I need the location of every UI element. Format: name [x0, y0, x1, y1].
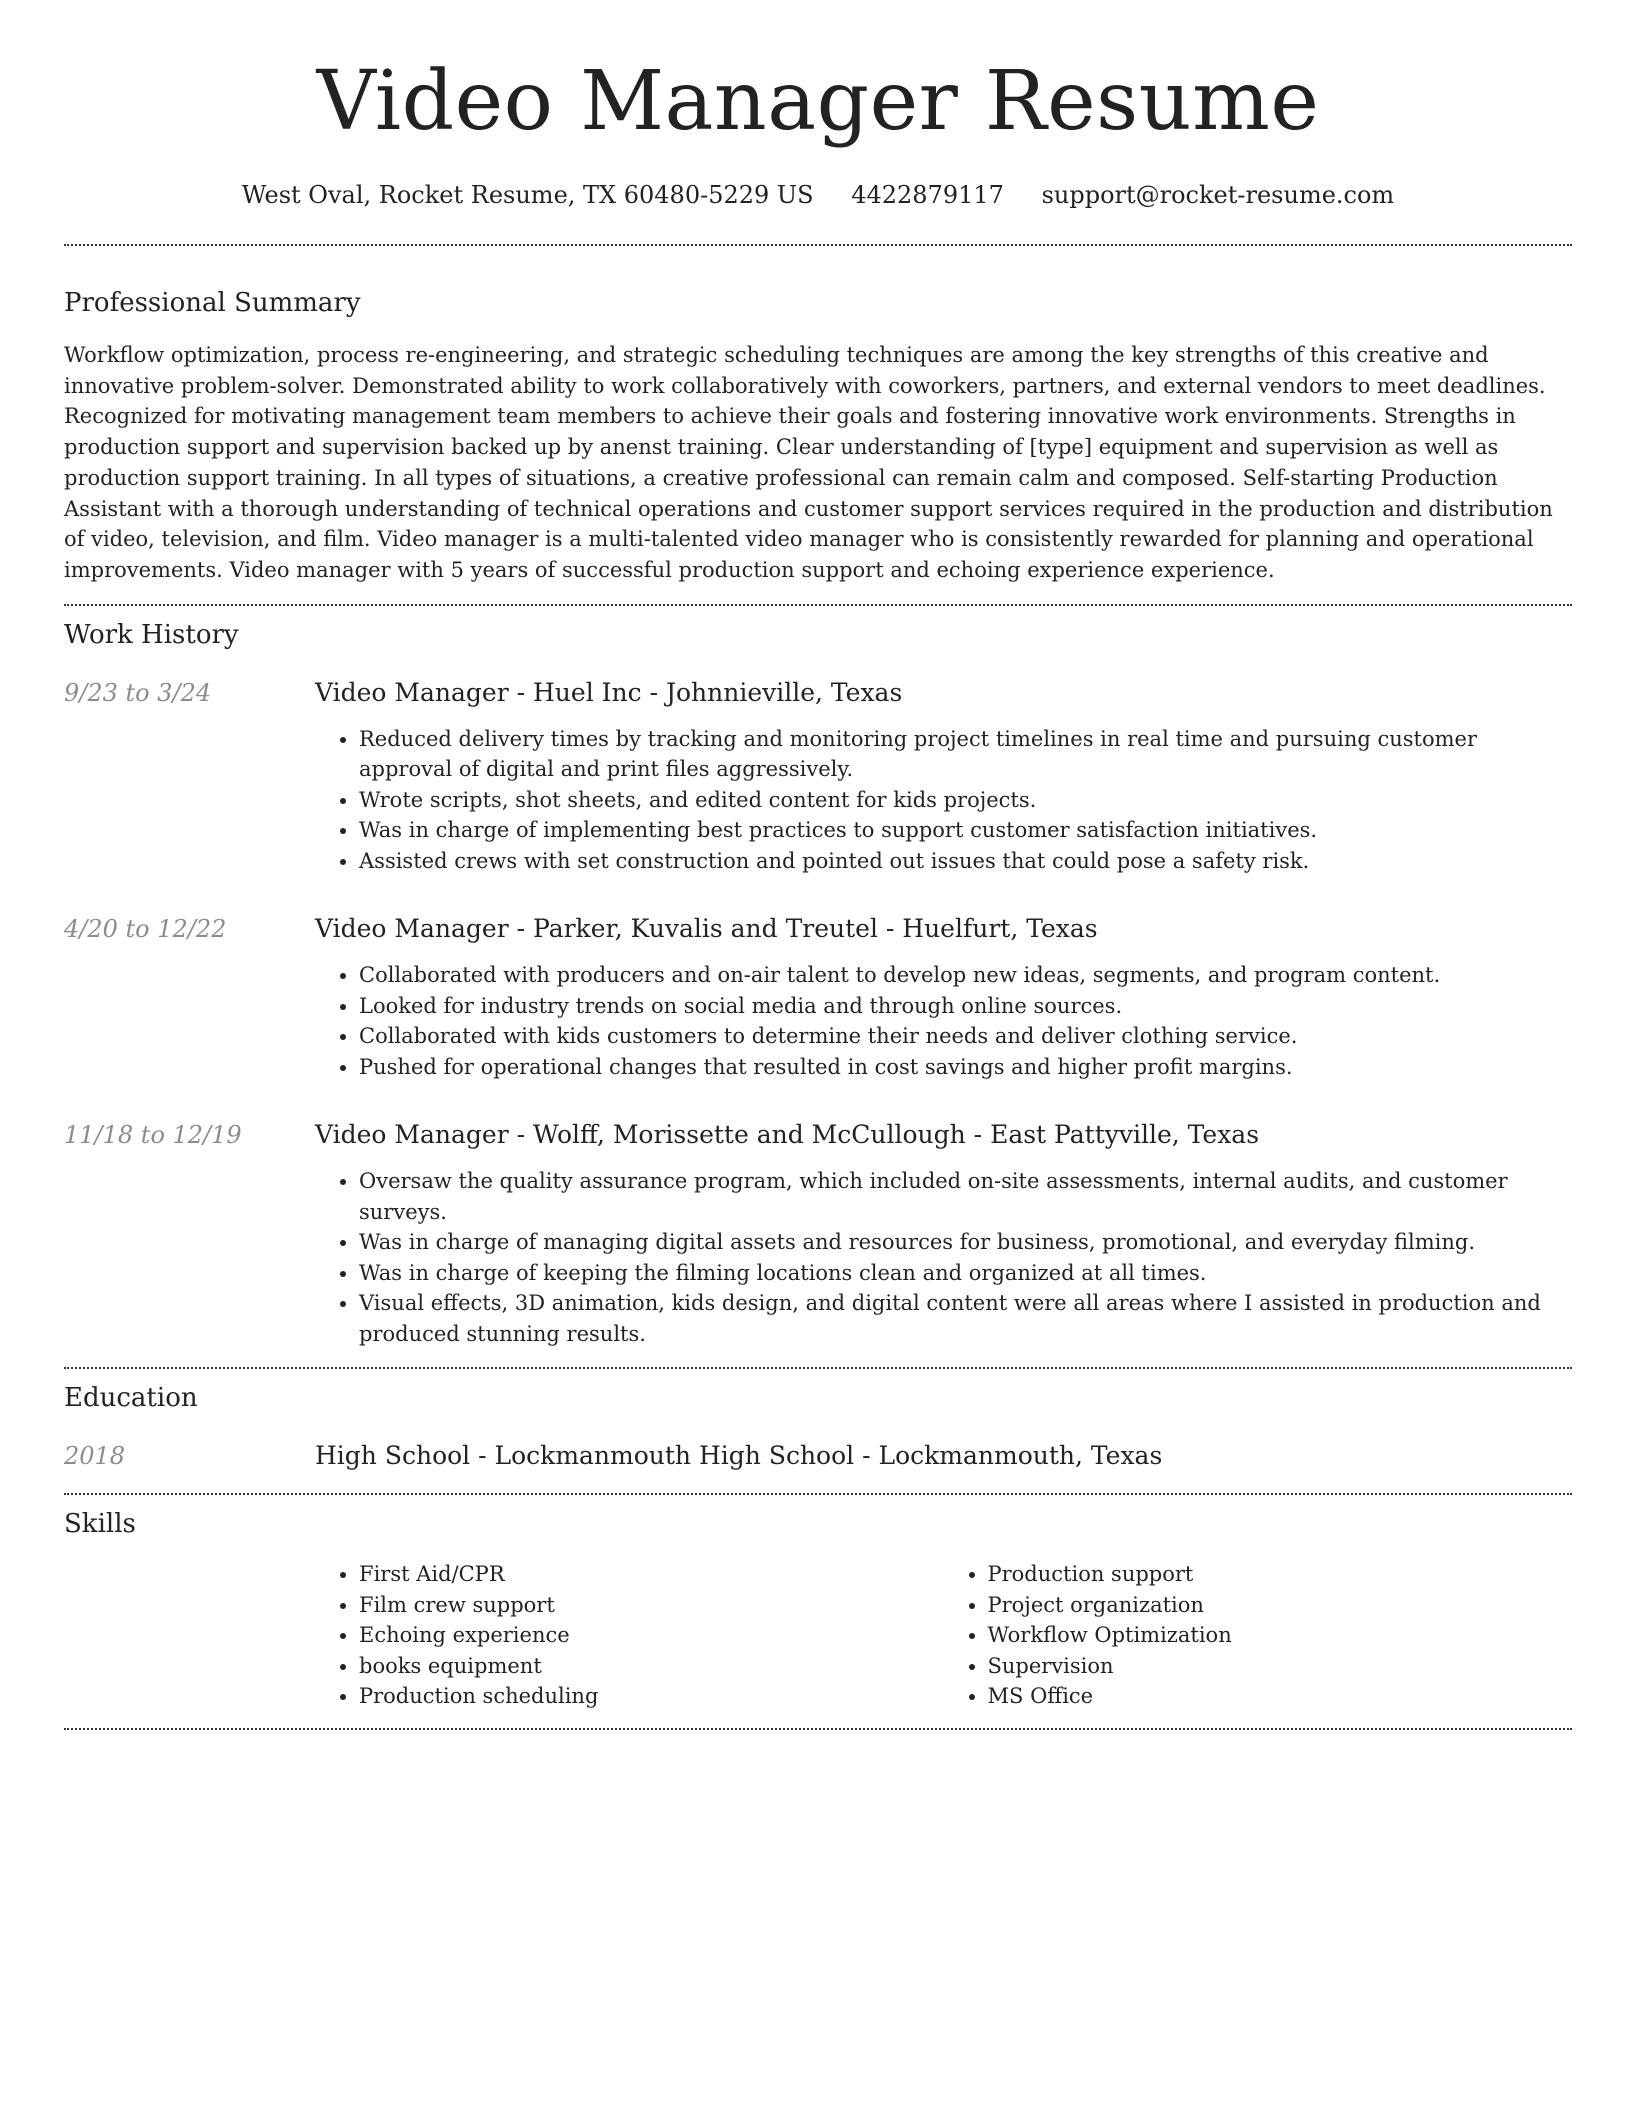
education-section: [64, 1381, 1572, 1473]
skill-item: • Production scheduling: [359, 1681, 944, 1712]
job-bullet: • Assisted crews with set construction and pointed out issues that could pose a safety risk.: [359, 846, 1572, 877]
job-bullet: • Oversaw the quality assurance program, which included on-site assessments, internal audits, and customer surveys.: [359, 1166, 1572, 1227]
divider: [64, 1367, 1572, 1369]
skill-item: • Workflow Optimization: [988, 1620, 1573, 1651]
job-entry: [64, 676, 1572, 877]
skill-item: • Production support: [988, 1559, 1573, 1590]
divider: [64, 1728, 1572, 1730]
job-entry: [64, 912, 1572, 1082]
skill-item: • Supervision: [988, 1651, 1573, 1682]
job-bullet: • Reduced delivery times by tracking and monitoring project timelines in real time and pursuing customer approval of digital and print files aggressively.: [359, 724, 1572, 785]
education-entry: [64, 1439, 1572, 1473]
skill-item: • Project organization: [988, 1590, 1573, 1621]
job-bullets: [315, 1166, 1572, 1349]
job-bullet: • Was in charge of implementing best practices to support customer satisfaction initiatives.: [359, 815, 1572, 846]
skill-item: • Film crew support: [359, 1590, 944, 1621]
divider: [64, 1493, 1572, 1495]
skill-item: • First Aid/CPR: [359, 1559, 944, 1590]
contact-phone: 4422879117: [851, 181, 1004, 209]
skill-item: • MS Office: [988, 1681, 1573, 1712]
job-date: 9/23 to 3/24: [64, 678, 212, 707]
skills-heading: Skills: [64, 1509, 136, 1540]
resume-page: [64, 0, 1572, 1730]
resume-title: Video Manager Resume: [316, 54, 1320, 149]
education-heading: Education: [64, 1383, 198, 1414]
summary-section: [64, 286, 1572, 586]
job-title: Video Manager - Parker, Kuvalis and Treutel - Huelfurt, Texas: [315, 914, 1098, 944]
education-date: 2018: [64, 1442, 126, 1471]
divider: [64, 244, 1572, 246]
skill-item: • books equipment: [359, 1651, 944, 1682]
contact-email: support@rocket-resume.com: [1041, 181, 1395, 209]
skills-column-left: [315, 1559, 944, 1712]
job-title: Video Manager - Wolff, Morissette and McCullough - East Pattyville, Texas: [315, 1120, 1260, 1150]
work-section: [64, 618, 1572, 1350]
job-bullet: • Visual effects, 3D animation, kids design, and digital content were all areas where I assisted in production and produced stunning results.: [359, 1288, 1572, 1349]
skill-item: • Echoing experience: [359, 1620, 944, 1651]
job-date: 11/18 to 12/19: [64, 1121, 242, 1150]
job-title: Video Manager - Huel Inc - Johnnieville, Texas: [315, 677, 903, 707]
job-bullets: [315, 724, 1572, 877]
job-bullet: • Collaborated with producers and on-air talent to develop new ideas, segments, and program content.: [359, 960, 1572, 991]
job-date: 4/20 to 12/22: [64, 915, 227, 944]
job-bullet: • Looked for industry trends on social media and through online sources.: [359, 991, 1572, 1022]
education-title: High School - Lockmanmouth High School - Lockmanmouth, Texas: [315, 1441, 1163, 1471]
job-bullet: • Wrote scripts, shot sheets, and edited content for kids projects.: [359, 785, 1572, 816]
contact-line: [64, 180, 1572, 210]
divider: [64, 604, 1572, 606]
job-bullet: • Pushed for operational changes that resulted in cost savings and higher profit margins.: [359, 1052, 1572, 1083]
job-bullets: [315, 960, 1572, 1082]
skills-section: [64, 1507, 1572, 1712]
summary-heading: Professional Summary: [64, 288, 361, 318]
job-bullet: • Collaborated with kids customers to determine their needs and deliver clothing service.: [359, 1021, 1572, 1052]
skills-column-right: [944, 1559, 1573, 1712]
skills-grid: [315, 1559, 1572, 1712]
job-bullet: • Was in charge of managing digital assets and resources for business, promotional, and everyday filming.: [359, 1227, 1572, 1258]
work-heading: Work History: [64, 619, 239, 650]
job-bullet: • Was in charge of keeping the filming locations clean and organized at all times.: [359, 1258, 1572, 1289]
job-entry: [64, 1118, 1572, 1349]
summary-text: Workflow optimization, process re-engineering, and strategic scheduling techniques are among the key strengths of this creative and innovative problem-solver. Demonstrated ability to work collaboratively with coworkers, partners, and external vendors to meet deadlines. Recognized for motivating management team members to achieve their goals and fostering innovative work environments. Strengths in production support and supervision backed up by anenst training. Clear understanding of [type] equipment and supervision as well as production support training. In all types of situations, a creative professional can remain calm and composed. Self-starting Production Assistant with a thorough understanding of technical operations and customer support services required in the production and distribution of video, television, and film. Video manager is a multi-talented video manager who is consistently rewarded for planning and operational improvements. Video manager with 5 years of successful production support and echoing experience experience.: [64, 343, 1553, 582]
contact-address: West Oval, Rocket Resume, TX 60480-5229 US: [241, 181, 814, 209]
